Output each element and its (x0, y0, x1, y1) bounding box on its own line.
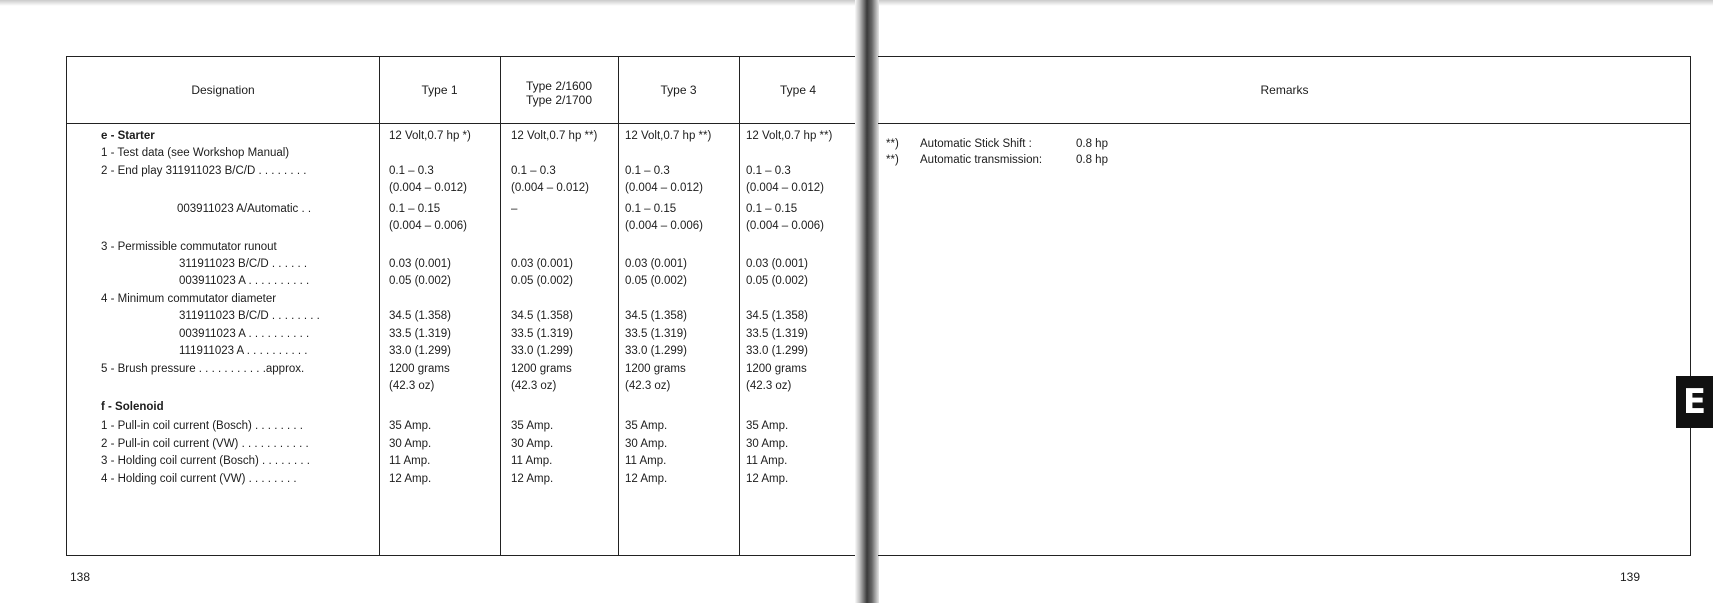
cell-t4: 0.03 (0.001) (746, 258, 809, 270)
cell-t1: 12 Amp. (389, 473, 432, 485)
header-type1: Type 1 (421, 83, 458, 97)
remark-value: 0.8 hp (1076, 138, 1108, 150)
row-label: 003911023 A/Automatic . . (177, 203, 312, 215)
remark-text: Automatic Stick Shift : (920, 138, 1032, 150)
remark-value: 0.8 hp (1076, 154, 1108, 166)
row-label: 4 - Holding coil current (VW) . . . . . . . . (101, 473, 297, 485)
cell-t3: 34.5 (1.358) (625, 310, 688, 322)
cell-t2: 12 Volt,0.7 hp **) (511, 130, 598, 142)
row-label: 5 - Brush pressure . . . . . . . . . . .approx. (101, 363, 305, 375)
cell-t2: (42.3 oz) (511, 380, 557, 392)
row-label: 2 - End play 311911023 B/C/D . . . . . . . . (101, 165, 307, 177)
col-divider (379, 57, 380, 555)
cell-t2: 33.0 (1.299) (511, 345, 574, 357)
cell-t4: (0.004 – 0.012) (746, 182, 825, 194)
page-number-right: 139 (1620, 570, 1641, 584)
cell-t4: 0.1 – 0.15 (746, 203, 798, 215)
cell-t1: 33.0 (1.299) (389, 345, 452, 357)
cell-t4: 33.0 (1.299) (746, 345, 809, 357)
cell-t2: 1200 grams (511, 363, 572, 375)
remark-mark: **) (886, 138, 899, 150)
cell-t1: 34.5 (1.358) (389, 310, 452, 322)
spec-table (66, 56, 856, 556)
row-label: 3 - Permissible commutator runout (101, 241, 277, 253)
cell-t1: (42.3 oz) (389, 380, 435, 392)
cell-t3: (0.004 – 0.012) (625, 182, 704, 194)
cell-t3: 0.1 – 0.3 (625, 165, 670, 177)
row-label: 2 - Pull-in coil current (VW) . . . . . . . . . . . (101, 438, 309, 450)
header-type2-line1: Type 2/1600 (525, 79, 593, 93)
cell-t2: 33.5 (1.319) (511, 328, 574, 340)
cell-t2: 30 Amp. (511, 438, 554, 450)
header-type3: Type 3 (660, 83, 697, 97)
cell-t3: (0.004 – 0.006) (625, 220, 704, 232)
book-spine (855, 0, 879, 603)
cell-t4: 33.5 (1.319) (746, 328, 809, 340)
row-label: 4 - Minimum commutator diameter (101, 293, 277, 305)
cell-t4: (0.004 – 0.006) (746, 220, 825, 232)
cell-t4: 30 Amp. (746, 438, 789, 450)
cell-t4: 0.05 (0.002) (746, 275, 809, 287)
row-label: 1 - Pull-in coil current (Bosch) . . . . . . . . (101, 420, 303, 432)
cell-t4: (42.3 oz) (746, 380, 792, 392)
cell-t2: 34.5 (1.358) (511, 310, 574, 322)
row-label: 1 - Test data (see Workshop Manual) (101, 147, 290, 159)
header-divider (67, 123, 856, 124)
cell-t4: 1200 grams (746, 363, 807, 375)
cell-t1: 11 Amp. (389, 455, 431, 467)
cell-t2: (0.004 – 0.012) (511, 182, 590, 194)
row-label: 003911023 A . . . . . . . . . . (179, 275, 310, 287)
cell-t3: 30 Amp. (625, 438, 668, 450)
header-designation: Designation (191, 83, 255, 97)
cell-t3: 0.03 (0.001) (625, 258, 688, 270)
cell-t3: 11 Amp. (625, 455, 667, 467)
cell-t4: 12 Amp. (746, 473, 789, 485)
cell-t3: 12 Volt,0.7 hp **) (625, 130, 712, 142)
remark-text: Automatic transmission: (920, 154, 1043, 166)
cell-t1: 30 Amp. (389, 438, 432, 450)
cell-t4: 34.5 (1.358) (746, 310, 809, 322)
cell-t4: 35 Amp. (746, 420, 789, 432)
cell-t1: (0.004 – 0.012) (389, 182, 468, 194)
cell-t3: 0.1 – 0.15 (625, 203, 677, 215)
cell-t3: 33.0 (1.299) (625, 345, 688, 357)
col-divider (500, 57, 501, 555)
cell-t4: 12 Volt,0.7 hp **) (746, 130, 833, 142)
cell-t1: 33.5 (1.319) (389, 328, 452, 340)
cell-t2: 0.03 (0.001) (511, 258, 574, 270)
remarks-table (878, 56, 1691, 556)
row-label: 311911023 B/C/D . . . . . . . . (179, 310, 320, 322)
cell-t2: 12 Amp. (511, 473, 554, 485)
cell-t2: 0.05 (0.002) (511, 275, 574, 287)
row-label: 111911023 A . . . . . . . . . . (179, 345, 308, 357)
cell-t2: 35 Amp. (511, 420, 554, 432)
page-number-left: 138 (70, 570, 91, 584)
cell-t1: 0.1 – 0.3 (389, 165, 434, 177)
col-divider (618, 57, 619, 555)
remark-mark: **) (886, 154, 899, 166)
header-divider (878, 123, 1690, 124)
cell-t1: 1200 grams (389, 363, 450, 375)
cell-t1: 35 Amp. (389, 420, 432, 432)
cell-t2: 0.1 – 0.3 (511, 165, 556, 177)
cell-t3: (42.3 oz) (625, 380, 671, 392)
section-tab-e: E (1676, 376, 1713, 428)
header-remarks: Remarks (1260, 83, 1309, 97)
row-label: 3 - Holding coil current (Bosch) . . . . . . . . (101, 455, 310, 467)
cell-t1: 0.05 (0.002) (389, 275, 452, 287)
cell-t3: 0.05 (0.002) (625, 275, 688, 287)
header-type2-line2: Type 2/1700 (525, 93, 593, 107)
row-label: 311911023 B/C/D . . . . . . (179, 258, 308, 270)
header-type4: Type 4 (779, 83, 817, 97)
cell-t3: 35 Amp. (625, 420, 668, 432)
cell-t1: 0.03 (0.001) (389, 258, 452, 270)
cell-t2: 11 Amp. (511, 455, 553, 467)
section-heading: e - Starter (101, 130, 155, 142)
cell-t1: (0.004 – 0.006) (389, 220, 468, 232)
section-heading: f - Solenoid (101, 401, 164, 413)
header-type2 (500, 57, 618, 123)
cell-t4: 0.1 – 0.3 (746, 165, 791, 177)
cell-t1: 12 Volt,0.7 hp *) (389, 130, 471, 142)
cell-t3: 1200 grams (625, 363, 686, 375)
cell-t1: 0.1 – 0.15 (389, 203, 441, 215)
cell-t3: 12 Amp. (625, 473, 668, 485)
cell-t4: 11 Amp. (746, 455, 788, 467)
cell-t2: – (511, 203, 518, 215)
row-label: 003911023 A . . . . . . . . . . (179, 328, 310, 340)
col-divider (739, 57, 740, 555)
cell-t3: 33.5 (1.319) (625, 328, 688, 340)
